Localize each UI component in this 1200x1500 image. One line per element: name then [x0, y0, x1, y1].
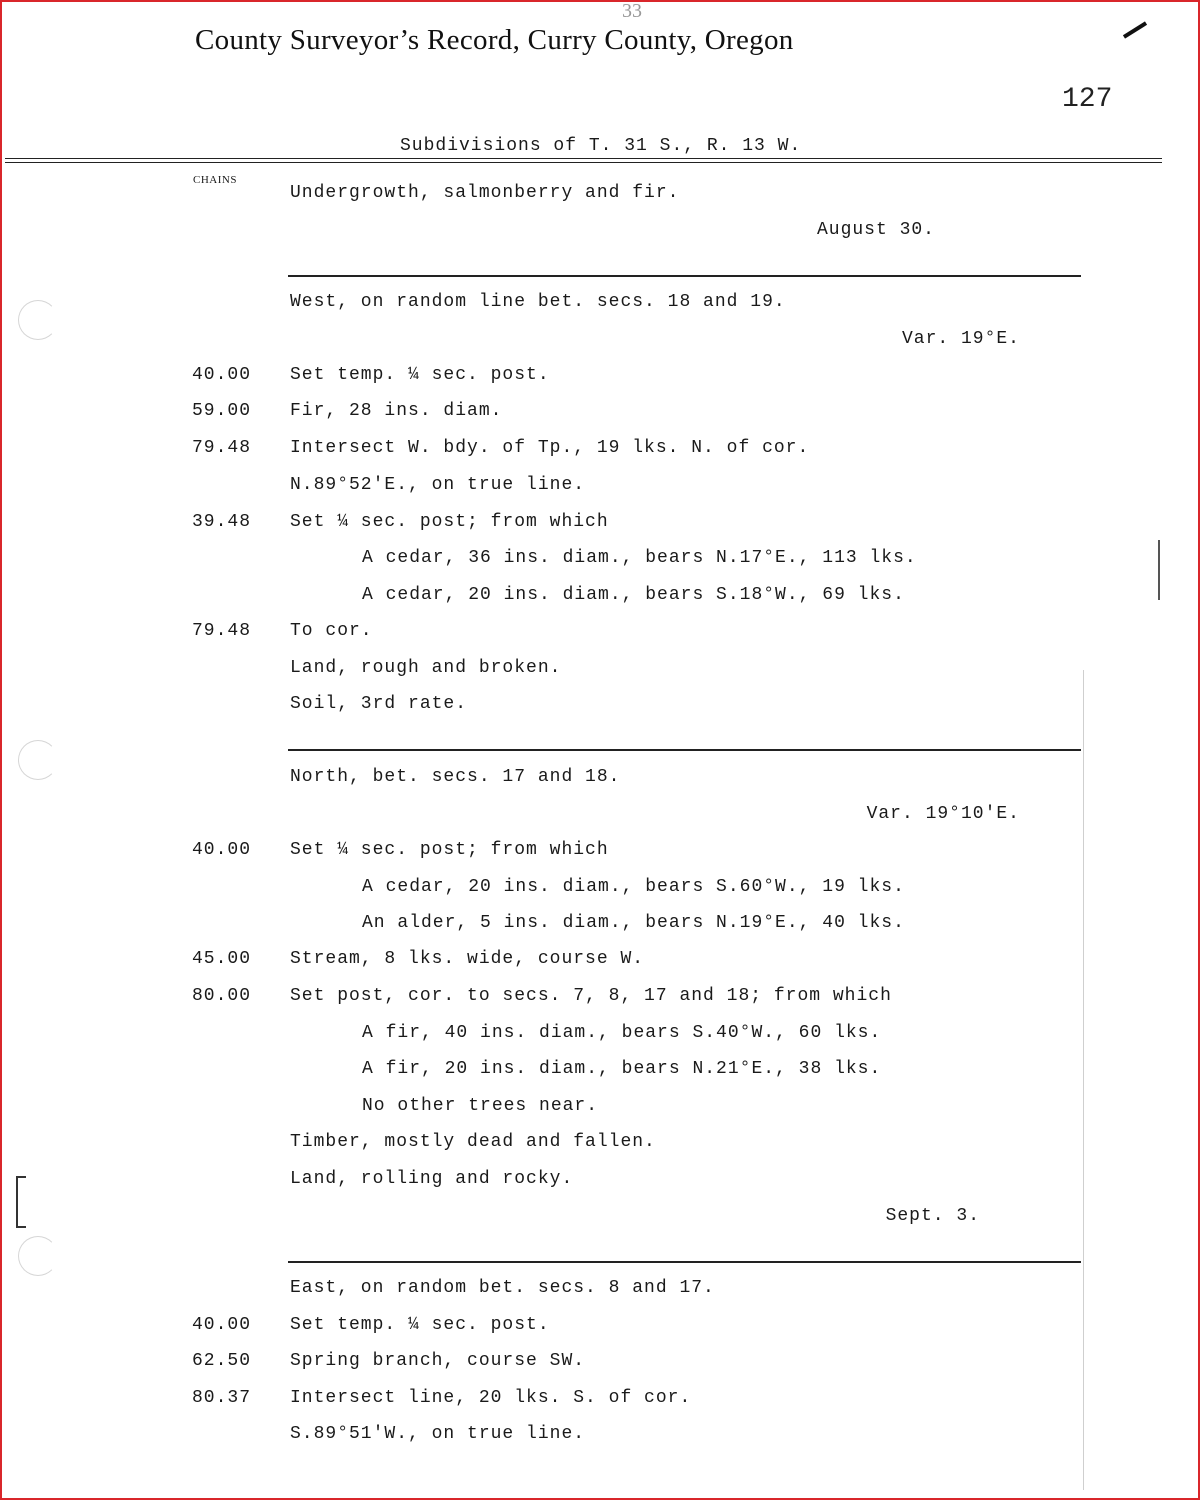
section-heading: East, on random bet. secs. 8 and 17. [290, 1278, 715, 1298]
punch-hole-mark [18, 740, 58, 780]
chain-distance: 59.00 [192, 401, 252, 421]
record-date: Sept. 3. [885, 1206, 980, 1226]
page-number: 127 [1062, 84, 1113, 115]
chains-column-label: CHAINS [193, 174, 237, 186]
record-line-text: Set ¼ sec. post; from which [290, 840, 609, 860]
bearing-tree-line: A cedar, 20 ins. diam., bears S.18°W., 69 lks. [362, 585, 905, 605]
record-line-text: Undergrowth, salmonberry and fir. [290, 183, 680, 203]
record-line-text: Timber, mostly dead and fallen. [290, 1132, 656, 1152]
header-rule-double [5, 162, 1162, 163]
record-line-text: Intersect line, 20 lks. S. of cor. [290, 1388, 692, 1408]
bearing-tree-line: A fir, 40 ins. diam., bears S.40°W., 60 lks. [362, 1023, 882, 1043]
punch-hole-mark [18, 300, 58, 340]
section-divider [288, 1261, 1081, 1263]
chain-distance: 80.37 [192, 1388, 252, 1408]
record-line-text: Land, rolling and rocky. [290, 1169, 574, 1189]
chain-distance: 79.48 [192, 621, 252, 641]
chain-distance: 40.00 [192, 1315, 252, 1335]
magnetic-variation: Var. 19°10'E. [866, 804, 1020, 824]
record-line-text: Set post, cor. to secs. 7, 8, 17 and 18; from which [290, 986, 892, 1006]
chain-distance: 40.00 [192, 365, 252, 385]
bearing-tree-line: A cedar, 20 ins. diam., bears S.60°W., 19 lks. [362, 877, 905, 897]
section-heading: West, on random line bet. secs. 18 and 19. [290, 292, 786, 312]
bearing-tree-line: A fir, 20 ins. diam., bears N.21°E., 38 lks. [362, 1059, 882, 1079]
chain-distance: 62.50 [192, 1351, 252, 1371]
page-subtitle: Subdivisions of T. 31 S., R. 13 W. [400, 136, 802, 156]
page-title: County Surveyor’s Record, Curry County, Oregon [195, 24, 794, 56]
chain-distance: 79.48 [192, 438, 252, 458]
record-date: August 30. [816, 220, 935, 240]
section-divider [288, 749, 1081, 751]
header-rule [5, 158, 1162, 159]
scan-mark [1158, 540, 1160, 600]
chain-distance: 45.00 [192, 949, 252, 969]
bearing-tree-line: An alder, 5 ins. diam., bears N.19°E., 40 lks. [362, 913, 905, 933]
record-line-text: Spring branch, course SW. [290, 1351, 586, 1371]
record-line-text: To cor. [290, 621, 373, 641]
chain-distance: 39.48 [192, 512, 252, 532]
top-page-mark: 33 [622, 0, 642, 22]
record-line-text: Fir, 28 ins. diam. [290, 401, 503, 421]
binding-bracket-mark [16, 1176, 26, 1228]
record-line-text: Set temp. ¼ sec. post. [290, 365, 550, 385]
record-line-text: Set temp. ¼ sec. post. [290, 1315, 550, 1335]
magnetic-variation: Var. 19°E. [901, 329, 1020, 349]
bearing-tree-line: A cedar, 36 ins. diam., bears N.17°E., 113 lks. [362, 548, 917, 568]
section-heading: North, bet. secs. 17 and 18. [290, 767, 621, 787]
chain-distance: 40.00 [192, 840, 252, 860]
scan-fold-line [1083, 670, 1084, 1490]
record-line-text: S.89°51'W., on true line. [290, 1424, 586, 1444]
chain-distance: 80.00 [192, 986, 252, 1006]
record-line-text: Intersect W. bdy. of Tp., 19 lks. N. of cor. [290, 438, 810, 458]
record-line-text: N.89°52'E., on true line. [290, 475, 586, 495]
record-line-text: Land, rough and broken. [290, 658, 562, 678]
bearing-tree-line: No other trees near. [362, 1096, 599, 1116]
punch-hole-mark [18, 1236, 58, 1276]
section-divider [288, 275, 1081, 277]
record-line-text: Soil, 3rd rate. [290, 694, 468, 714]
record-line-text: Stream, 8 lks. wide, course W. [290, 949, 645, 969]
record-line-text: Set ¼ sec. post; from which [290, 512, 609, 532]
